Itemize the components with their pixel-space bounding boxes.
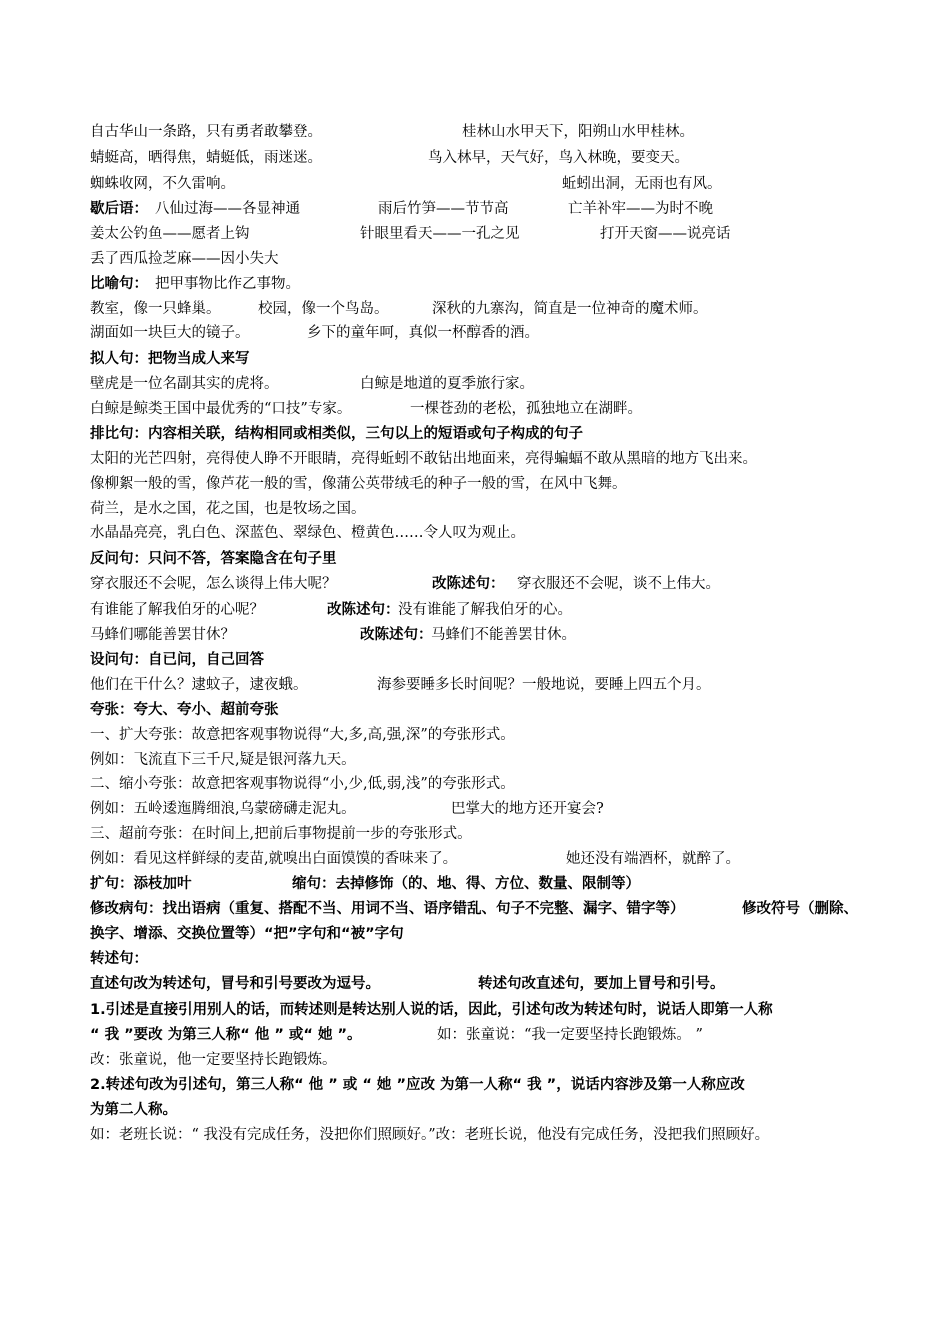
heading-text: 改陈述句： xyxy=(327,602,400,618)
text-line xyxy=(0,847,950,872)
body-text: 蚯蚓出洞，无雨也有风。 xyxy=(562,176,722,192)
body-text: 一棵苍劲的老松，孤独地立在湖畔。 xyxy=(410,401,642,417)
heading-text: 改陈述句： xyxy=(360,627,433,643)
heading-text: 歇后语： xyxy=(90,201,148,217)
body-text: 如：老班长说：“ 我没有完成任务，没把你们照顾好。”改：老班长说，他没有完成任务，没把我们照顾好。 xyxy=(90,1127,770,1143)
body-text: 没有谁能了解我伯牙的心。 xyxy=(398,602,572,618)
text-line xyxy=(0,648,950,673)
text-line xyxy=(0,347,950,372)
heading-text: 转述句： xyxy=(90,951,148,967)
body-text: 蜘蛛收网，不久雷响。 xyxy=(90,176,235,192)
text-line xyxy=(0,598,950,623)
body-text: 她还没有端酒杯，就醉了。 xyxy=(566,851,740,867)
body-text: 教室，像一只蜂巢。 xyxy=(90,301,221,317)
body-text: 蜻蜓高，晒得焦，蜻蜓低，雨迷迷。 xyxy=(90,150,322,166)
text-line xyxy=(0,1123,950,1148)
body-text: 八仙过海——各显神通 xyxy=(155,201,300,217)
body-text: 马蜂们哪能善罢甘休？ xyxy=(90,627,235,643)
body-text: 湖面如一块巨大的镜子。 xyxy=(90,325,250,341)
text-line xyxy=(0,197,950,222)
text-line xyxy=(0,272,950,297)
body-text: 二、缩小夸张：故意把客观事物说得“小,少,低,弱,浅”的夸张形式。 xyxy=(90,776,515,792)
body-text: 自古华山一条路，只有勇者敢攀登。 xyxy=(90,124,322,140)
body-text: 海参要睡多长时间呢？一般地说，要睡上四五个月。 xyxy=(377,677,711,693)
text-line xyxy=(0,673,950,698)
body-text: 雨后竹笋——节节高 xyxy=(378,201,509,217)
text-line xyxy=(0,872,950,897)
body-text: 三、超前夸张：在时间上,把前后事物提前一步的夸张形式。 xyxy=(90,826,472,842)
text-line xyxy=(0,497,950,522)
body-text: 像柳絮一般的雪，像芦花一般的雪，像蒲公英带绒毛的种子一般的雪，在风中飞舞。 xyxy=(90,476,627,492)
text-line xyxy=(0,172,950,197)
body-text: 白鲸是地道的夏季旅行家。 xyxy=(360,376,534,392)
heading-text: 反问句：只问不答，答案隐含在句子里 xyxy=(90,551,337,567)
text-line xyxy=(0,748,950,773)
text-line xyxy=(0,521,950,546)
heading-text: 修改符号（删除、 xyxy=(742,901,858,917)
text-line xyxy=(0,623,950,648)
body-text: 水晶晶亮亮，乳白色、深蓝色、翠绿色、橙黄色……令人叹为观止。 xyxy=(90,525,525,541)
text-line xyxy=(0,572,950,597)
text-line xyxy=(0,1098,950,1123)
body-text: 他们在干什么？逮蚊子，逮夜蛾。 xyxy=(90,677,308,693)
body-text: 如：张童说：“我一定要坚持长跑锻炼。 ” xyxy=(437,1027,703,1043)
body-text: 乡下的童年呵，真似一杯醇香的酒。 xyxy=(307,325,539,341)
text-line xyxy=(0,372,950,397)
text-line xyxy=(0,972,950,997)
text-line xyxy=(0,120,950,145)
text-line xyxy=(0,698,950,723)
body-text: 一、扩大夸张：故意把客观事物说得“大,多,高,强,深”的夸张形式。 xyxy=(90,727,515,743)
heading-text: 拟人句：把物当成人来写 xyxy=(90,351,250,367)
heading-text: 缩句：去掉修饰（的、地、得、方位、数量、限制等） xyxy=(292,876,640,892)
body-text: 马蜂们不能善罢甘休。 xyxy=(431,627,576,643)
body-text: 壁虎是一位名副其实的虎将。 xyxy=(90,376,279,392)
body-text: 例如：五岭逶迤腾细浪,乌蒙磅礴走泥丸。 xyxy=(90,801,356,817)
text-line xyxy=(0,772,950,797)
body-text: 例如：看见这样鲜绿的麦苗,就嗅出白面馍馍的香味来了。 xyxy=(90,851,458,867)
heading-text: 修改病句：找出语病（重复、搭配不当、用词不当、语序错乱、句子不完整、漏字、错字等） xyxy=(90,901,685,917)
body-text: 穿衣服还不会呢，怎么谈得上伟大呢？ xyxy=(90,576,337,592)
heading-text: 比喻句： xyxy=(90,276,148,292)
heading-text: 改陈述句： xyxy=(432,576,505,592)
text-line xyxy=(0,472,950,497)
body-text: 改：张童说，他一定要坚持长跑锻炼。 xyxy=(90,1052,337,1068)
heading-text: 直述句改为转述句，冒号和引号要改为逗号。 xyxy=(90,976,380,992)
text-line xyxy=(0,321,950,346)
heading-text: 换字、增添、交换位置等）“把”字句和“被”字句 xyxy=(90,926,404,942)
heading-text: 1.引述是直接引用别人的话，而转述则是转达别人说的话，因此，引述句改为转述句时，说话人即第一人称 xyxy=(90,1002,773,1018)
text-line xyxy=(0,1073,950,1098)
body-text: 巴掌大的地方还开宴会? xyxy=(451,801,604,817)
heading-text: 排比句：内容相关联，结构相同或相类似，三句以上的短语或句子构成的句子 xyxy=(90,426,583,442)
text-line xyxy=(0,397,950,422)
body-text: 桂林山水甲天下，阳朔山水甲桂林。 xyxy=(462,124,694,140)
text-line xyxy=(0,222,950,247)
text-line xyxy=(0,247,950,272)
text-line xyxy=(0,547,950,572)
body-text: 校园，像一个鸟岛。 xyxy=(258,301,389,317)
text-line xyxy=(0,297,950,322)
heading-text: “ 我 ”要改 为第三人称“ 他 ” 或“ 她 ”。 xyxy=(90,1027,362,1043)
text-line xyxy=(0,1023,950,1048)
body-text: 姜太公钓鱼——愿者上钩 xyxy=(90,226,250,242)
body-text: 白鲸是鲸类王国中最优秀的“口技”专家。 xyxy=(90,401,352,417)
text-line xyxy=(0,1048,950,1073)
body-text: 有谁能了解我伯牙的心呢？ xyxy=(90,602,264,618)
body-text: 太阳的光芒四射，亮得使人睁不开眼睛，亮得蚯蚓不敢钻出地面来，亮得蝙蝠不敢从黑暗的地方飞出来。 xyxy=(90,451,757,467)
text-line xyxy=(0,723,950,748)
text-line xyxy=(0,998,950,1023)
text-line xyxy=(0,447,950,472)
text-line xyxy=(0,422,950,447)
heading-text: 夸张：夸大、夸小、超前夸张 xyxy=(90,702,279,718)
heading-text: 扩句：添枝加叶 xyxy=(90,876,192,892)
body-text: 丢了西瓜捡芝麻——因小失大 xyxy=(90,251,279,267)
body-text: 把甲事物比作乙事物。 xyxy=(155,276,300,292)
body-text: 打开天窗——说亮话 xyxy=(600,226,731,242)
heading-text: 2.转述句改为引述句，第三人称“ 他 ” 或 “ 她 ”应改 为第一人称“ 我 ”，说话内容涉及第一人称应改 xyxy=(90,1077,745,1093)
body-text: 深秋的九寨沟，简直是一位神奇的魔术师。 xyxy=(432,301,708,317)
heading-text: 为第二人称。 xyxy=(90,1102,177,1118)
body-text: 例如：飞流直下三千尺,疑是银河落九天。 xyxy=(90,752,356,768)
body-text: 穿衣服还不会呢，谈不上伟大。 xyxy=(517,576,720,592)
body-text: 鸟入林早，天气好，鸟入林晚，要变天。 xyxy=(428,150,689,166)
text-line xyxy=(0,922,950,947)
heading-text: 转述句改直述句，要加上冒号和引号。 xyxy=(478,976,725,992)
text-line xyxy=(0,897,950,922)
heading-text: 设问句：自已问，自己回答 xyxy=(90,652,264,668)
text-line xyxy=(0,822,950,847)
body-text: 荷兰，是水之国，花之国，也是牧场之国。 xyxy=(90,501,366,517)
text-line xyxy=(0,947,950,972)
body-text: 针眼里看天——一孔之见 xyxy=(360,226,520,242)
body-text: 亡羊补牢——为时不晚 xyxy=(568,201,713,217)
text-line xyxy=(0,797,950,822)
text-line xyxy=(0,146,950,171)
